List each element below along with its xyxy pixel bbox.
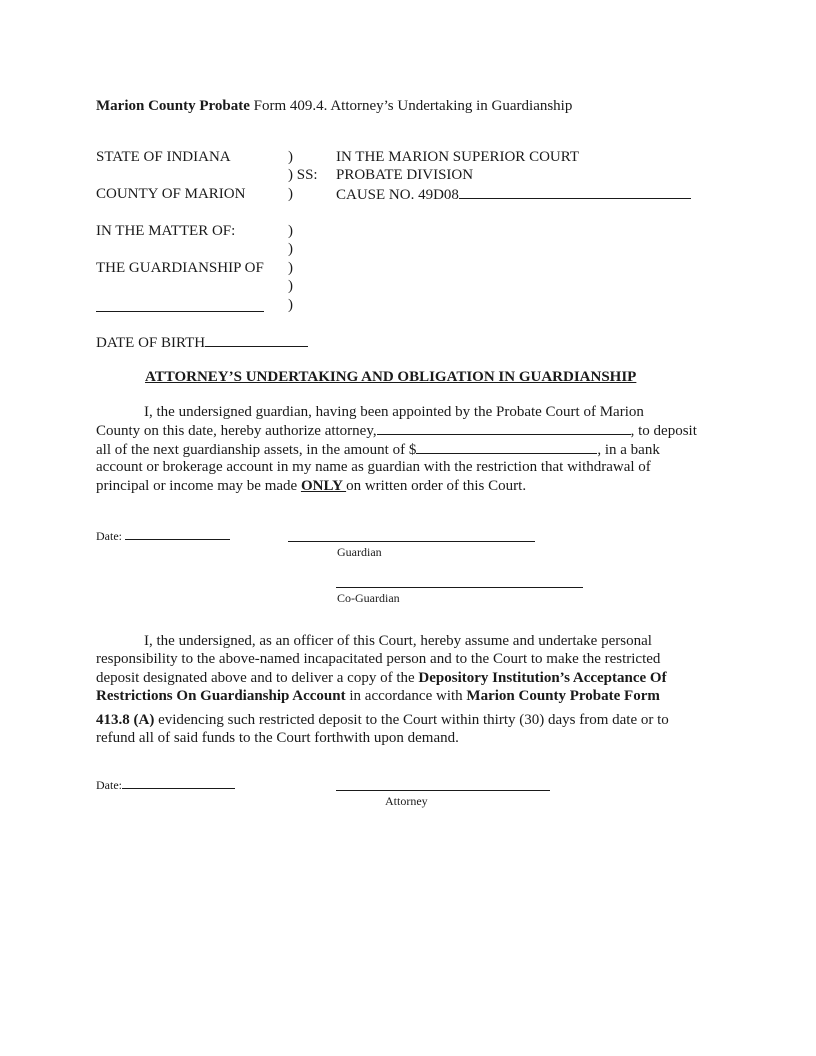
header-bold-label: Marion County Probate: [96, 98, 250, 114]
paren: ): [288, 297, 293, 313]
para2-line1-text: I, the undersigned, as an officer of this Court, hereby assume and undertake personal: [144, 633, 652, 649]
guardianship-of-label: THE GUARDIANSHIP OF: [96, 260, 264, 276]
cause-number: [336, 185, 691, 204]
para2-line5b: evidencing such restricted deposit to the Court within thirty (30) days from date or to: [154, 712, 669, 728]
cause-label: CAUSE NO. 49D08: [336, 187, 459, 203]
document-title: ATTORNEY’S UNDERTAKING AND OBLIGATION IN GUARDIANSHIP: [145, 369, 637, 385]
para1-line5b: on written order of this Court.: [346, 478, 527, 494]
date-field-2[interactable]: [122, 778, 235, 789]
dob-label: [96, 333, 308, 352]
date-label-1: Date:: [96, 529, 122, 543]
para2-line5a: 413.8 (A): [96, 712, 155, 728]
court-name: IN THE MARION SUPERIOR COURT: [336, 149, 580, 165]
para1-line2b: , to deposit: [630, 423, 697, 439]
paren: ): [288, 223, 293, 239]
form-header: [96, 97, 572, 115]
attorney-name-field[interactable]: [377, 421, 631, 435]
guardian-signature-line[interactable]: [288, 541, 535, 542]
guardian-label: Guardian: [337, 545, 382, 559]
matter-label: IN THE MATTER OF:: [96, 223, 236, 239]
para2-line1: [96, 632, 652, 650]
para1-line1-text: I, the undersigned guardian, having been appointed by the Probate Court of Marion: [144, 404, 644, 420]
ward-name-line[interactable]: [96, 311, 264, 312]
para2-line3b: Depository Institution’s Acceptance Of: [418, 670, 667, 686]
only-emphasis: ONLY: [300, 478, 347, 494]
para1-line2a: County on this date, hereby authorize attorney,: [96, 423, 377, 439]
para2-line6: refund all of said funds to the Court forthwith upon demand.: [96, 730, 459, 746]
date-field-1[interactable]: [125, 529, 230, 540]
para1-line4: account or brokerage account in my name as guardian with the restriction that withdrawal of: [96, 459, 651, 475]
coguardian-label: Co-Guardian: [337, 591, 400, 605]
paren: ): [288, 241, 293, 257]
dob-field[interactable]: [205, 333, 308, 347]
para1-line5a: principal or income may be made: [96, 478, 301, 494]
dob-text: DATE OF BIRTH: [96, 335, 206, 351]
para2-line5: [96, 711, 669, 729]
para1-line3b: , in a bank: [597, 442, 660, 458]
paren: ): [288, 149, 293, 165]
para2-line4c: Marion County Probate Form: [466, 688, 660, 704]
header-rest: Form 409.4. Attorney’s Undertaking in Guardianship: [249, 98, 573, 114]
state-label: STATE OF INDIANA: [96, 149, 231, 165]
para2-line3: [96, 669, 667, 687]
attorney-label: Attorney: [385, 794, 428, 808]
para1-line5: [96, 477, 526, 495]
para2-line2: responsibility to the above-named incapacitated person and to the Court to make the restricted: [96, 651, 661, 667]
para2-line4a: Restrictions On Guardianship Account: [96, 688, 346, 704]
county-label: COUNTY OF MARION: [96, 186, 246, 202]
para1-line1: [96, 403, 644, 421]
para2-line4b: in accordance with: [345, 688, 467, 704]
attorney-signature-line[interactable]: [336, 790, 550, 791]
para1-line3a: all of the next guardianship assets, in the amount of $: [96, 442, 417, 458]
para1-line3: [96, 440, 660, 459]
cause-number-field[interactable]: [459, 185, 691, 199]
paren: ): [288, 260, 293, 276]
date-label-2: Date:: [96, 778, 122, 792]
para2-line4: [96, 687, 660, 705]
court-division: PROBATE DIVISION: [336, 167, 474, 183]
coguardian-signature-line[interactable]: [336, 587, 583, 588]
paren: ): [288, 278, 293, 294]
amount-field[interactable]: [416, 440, 597, 454]
date-row-1: [96, 529, 230, 543]
date-row-2: [96, 778, 235, 792]
paren: ): [288, 186, 293, 202]
ss-label: ) SS:: [288, 167, 318, 183]
para1-line2: [96, 421, 697, 440]
para2-line3a: deposit designated above and to deliver a copy of the: [96, 670, 419, 686]
